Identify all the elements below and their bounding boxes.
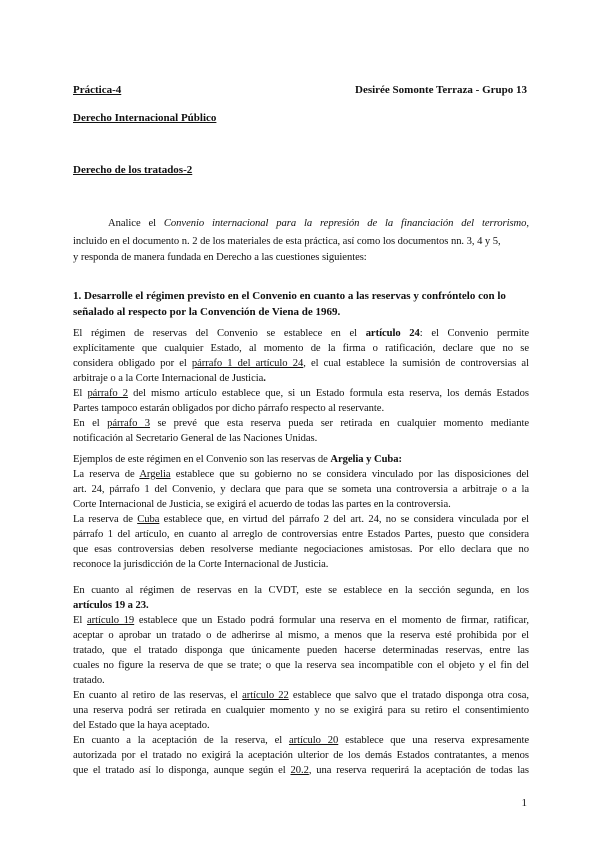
intro-line-2: incluido en el documento n. 2 de los materiales de esta práctica, así como los documentos nn. 3, 4 y 5, (73, 236, 501, 247)
p5-line-6: cuales no figure la reserva de que se trate; o que la reserva sea incompatible con el objeto y el fin del (73, 660, 529, 671)
p4-line-6: párrafo 1 del artículo, en cuanto al arreglo de controversias entre Estados Partes, puesto que considera (73, 529, 529, 540)
intro-line-3: y responda de manera fundada en Derecho a las cuestiones siguientes: (73, 252, 367, 263)
p2-line-2: Partes tampoco estarán obligados por dicho párrafo respecto al reservante. (73, 403, 385, 414)
p4-line-7: que esas controversias deben resolverse mediante negociaciones amistosas. Por ello declara que no (73, 544, 529, 555)
p1-line-4: arbitraje o a la Corte Internacional de Justicia. (73, 373, 266, 384)
p5-line-2: artículos 19 a 23. (73, 600, 149, 611)
subject-title: Derecho Internacional Público (73, 112, 217, 124)
p5-line-5: tratado, que el tratado disponga que únicamente pueden hacerse determinadas reservas, entre las (73, 645, 529, 656)
p4-line-5: La reserva de Cuba establece que, en virtud del párrafo 2 del art. 24, no se considera vinculada por el (73, 514, 529, 525)
p5-line-1: En cuanto al régimen de reservas en la CVDT, este se establece en la sección segunda, en los (73, 585, 529, 596)
p5-line-3: El artículo 19 establece que un Estado podrá formular una reserva en el momento de firmar, ratificar, (73, 615, 529, 626)
p6-line-1: En cuanto al retiro de las reservas, el artículo 22 establece que salvo que el tratado disponga otra cosa, (73, 690, 529, 701)
p3-line-2: notificación al Secretario General de las Naciones Unidas. (73, 433, 318, 444)
question-1-line-1: 1. Desarrolle el régimen previsto en el Convenio en cuanto a las reservas y confróntelo con lo (73, 290, 506, 302)
intro-line-1: Analice el Convenio internacional para la represión de la financiación del terrorismo, (108, 218, 529, 229)
topic-title: Derecho de los tratados-2 (73, 164, 193, 176)
p1-line-2: explícitamente que cualquier Estado, al momento de la firma o ratificación, declare que no se (73, 343, 529, 354)
p6-line-3: del Estado que la haya aceptado. (73, 720, 210, 731)
p7-line-1: En cuanto a la aceptación de la reserva, el artículo 20 establece que una reserva expresamente (73, 735, 529, 746)
p4-line-2: La reserva de Argelia establece que su gobierno no se considera vinculado por las disposiciones del (73, 469, 529, 480)
p4-line-8: reconoce la jurisdicción de la Corte Internacional de Justicia. (73, 559, 329, 570)
question-1-line-2: señalado al respecto por la Convención de Viena de 1969. (73, 306, 341, 318)
practice-label: Práctica-4 (73, 84, 122, 96)
page-number: 1 (521, 797, 527, 809)
p4-line-3: art. 24, párrafo 1 del Convenio, y declara que para que se someta una controversia a arbitraje o a la (73, 484, 529, 495)
p5-line-4: aceptar o aprobar un tratado o de adherirse al mismo, a menos que la reserva esté prohibida por el (73, 630, 529, 641)
p3-line-1: En el párrafo 3 se prevé que esta reserva pueda ser retirada en cualquier momento mediante (73, 418, 530, 429)
p7-line-3: que el tratado así lo disponga, aunque según el 20.2, una reserva requerirá la aceptación de todas las (73, 765, 529, 776)
p6-line-2: una reserva podrá ser retirada en cualquier momento y no se exigirá para su retiro el consentimiento (73, 705, 529, 716)
p5-line-7: tratado. (73, 675, 105, 686)
p4-line-1: Ejemplos de este régimen en el Convenio son las reservas de Argelia y Cuba: (73, 454, 402, 465)
p1-line-3: considera obligado por el párrafo 1 del artículo 24, el cual establece la sumisión de controversias al (73, 358, 529, 369)
p7-line-2: autorizada por el tratado no exigirá la aceptación ulterior de los demás Estados contratantes, a menos (73, 750, 529, 761)
p4-line-4: Corte Internacional de Justicia, se exigirá el acuerdo de todas las partes en la controversia. (73, 499, 451, 510)
p1-line-1: El régimen de reservas del Convenio se establece en el artículo 24: el Convenio permite (73, 328, 530, 339)
p2-line-1: El párrafo 2 del mismo artículo establece que, si un Estado formula esta reserva, los demás Estados (73, 388, 529, 399)
author-label: Desirée Somonte Terraza - Grupo 13 (355, 84, 527, 96)
